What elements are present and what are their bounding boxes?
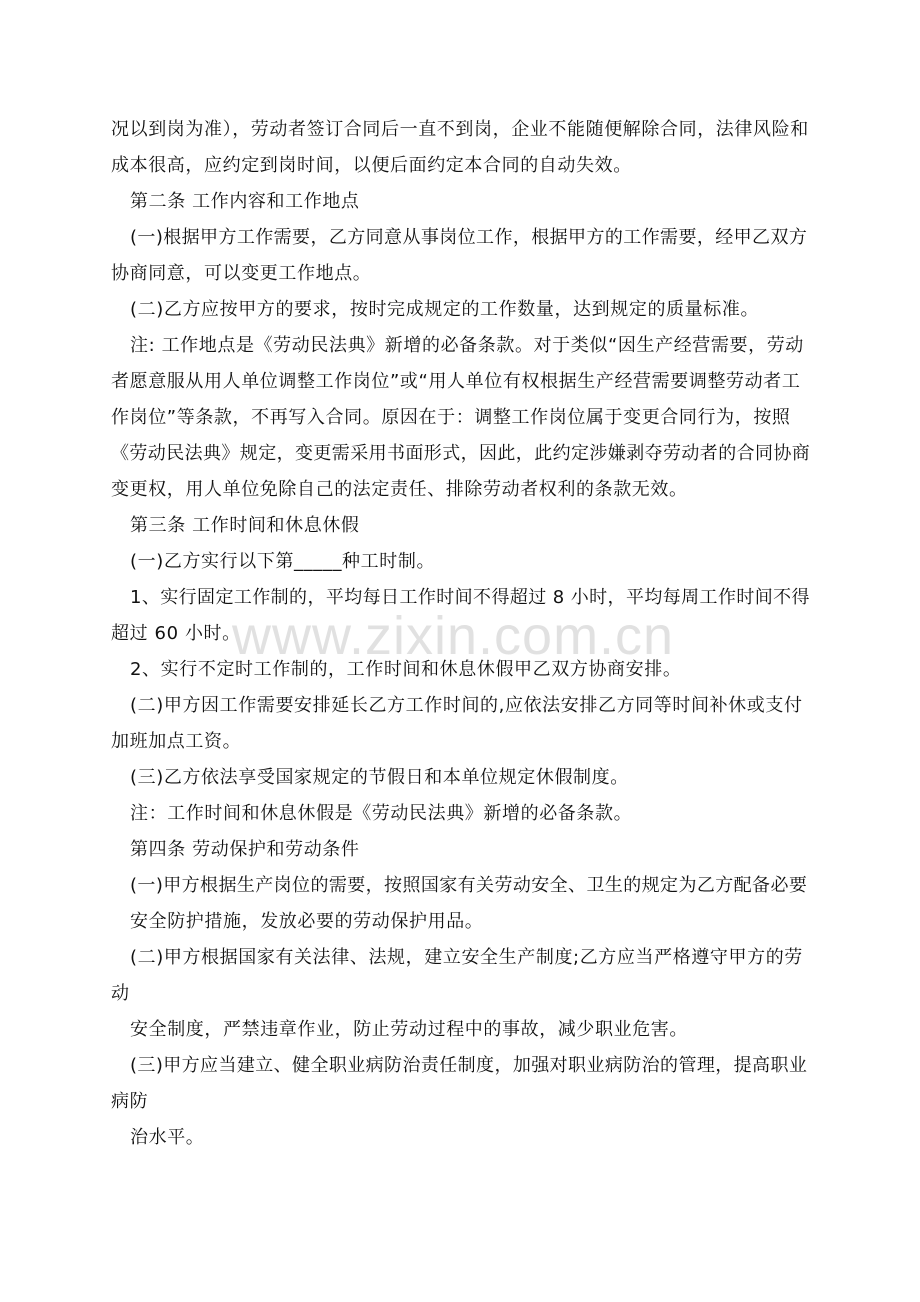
section-heading: 第二条 工作内容和工作地点 bbox=[130, 191, 360, 212]
text-line: 动 bbox=[111, 983, 130, 1004]
section-heading: 第四条 劳动保护和劳动条件 bbox=[130, 839, 360, 860]
text-line: (一)甲方根据生产岗位的需要，按照国家有关劳动安全、卫生的规定为乙方配备必要 bbox=[130, 875, 808, 896]
text-line: 成本很高，应约定到岗时间，以便后面约定本合同的自动失效。 bbox=[111, 155, 632, 176]
text-line: 1、实行固定工作制的，平均每日工作时间不得超过 8 小时，平均每周工作时间不得 bbox=[130, 587, 810, 608]
text-line: (一)根据甲方工作需要，乙方同意从事岗位工作，根据甲方的工作需要，经甲乙双方 bbox=[130, 227, 808, 248]
text-line: 注: 工作地点是《劳动民法典》新增的必备条款。对于类似“因生产经营需要，劳动 bbox=[130, 335, 804, 356]
text-line: 超过 60 小时。 bbox=[111, 623, 241, 644]
text-line: 安全防护措施，发放必要的劳动保护用品。 bbox=[130, 911, 484, 932]
text-line: 者愿意服从用人单位调整工作岗位”或“用人单位有权根据生产经营需要调整劳动者工 bbox=[111, 371, 801, 392]
text-line: 注：工作时间和休息休假是《劳动民法典》新增的必备条款。 bbox=[130, 803, 633, 824]
text-line: (一)乙方实行以下第_____种工时制。 bbox=[130, 551, 436, 572]
text-line: 作岗位”等条款，不再写入合同。原因在于：调整工作岗位属于变更合同行为，按照 bbox=[111, 407, 791, 428]
text-line: 安全制度，严禁违章作业，防止劳动过程中的事故，减少职业危害。 bbox=[130, 1019, 688, 1040]
text-line: (三)乙方依法享受国家规定的节假日和本单位规定休假制度。 bbox=[130, 767, 629, 788]
text-line: 病防 bbox=[111, 1091, 149, 1112]
section-heading: 第三条 工作时间和休息休假 bbox=[130, 515, 360, 536]
watermark: www.zixin.com.cn bbox=[232, 606, 675, 666]
text-line: (二)乙方应按甲方的要求，按时完成规定的工作数量，达到规定的质量标准。 bbox=[130, 299, 760, 320]
text-line: (二)甲方因工作需要安排延长乙方工作时间的,应依法安排乙方同等时间补休或支付 bbox=[130, 695, 803, 716]
text-line: 2、实行不定时工作制的，工作时间和休息休假甲乙双方协商安排。 bbox=[130, 659, 682, 680]
text-line: 《劳动民法典》规定，变更需采用书面形式，因此，此约定涉嫌剥夺劳动者的合同协商 bbox=[111, 443, 811, 464]
text-line: 况以到岗为准），劳动者签订合同后一直不到岗，企业不能随便解除合同，法律风险和 bbox=[111, 119, 809, 140]
text-line: 加班加点工资。 bbox=[111, 731, 242, 752]
text-line: 变更权，用人单位免除自己的法定责任、排除劳动者权利的条款无效。 bbox=[111, 479, 688, 500]
text-line: (二)甲方根据国家有关法律、法规，建立安全生产制度;乙方应当严格遵守甲方的劳 bbox=[130, 947, 803, 968]
text-line: (三)甲方应当建立、健全职业病防治责任制度，加强对职业病防治的管理，提高职业 bbox=[130, 1055, 808, 1076]
text-line: 协商同意，可以变更工作地点。 bbox=[111, 263, 372, 284]
text-line: 治水平。 bbox=[130, 1127, 205, 1148]
